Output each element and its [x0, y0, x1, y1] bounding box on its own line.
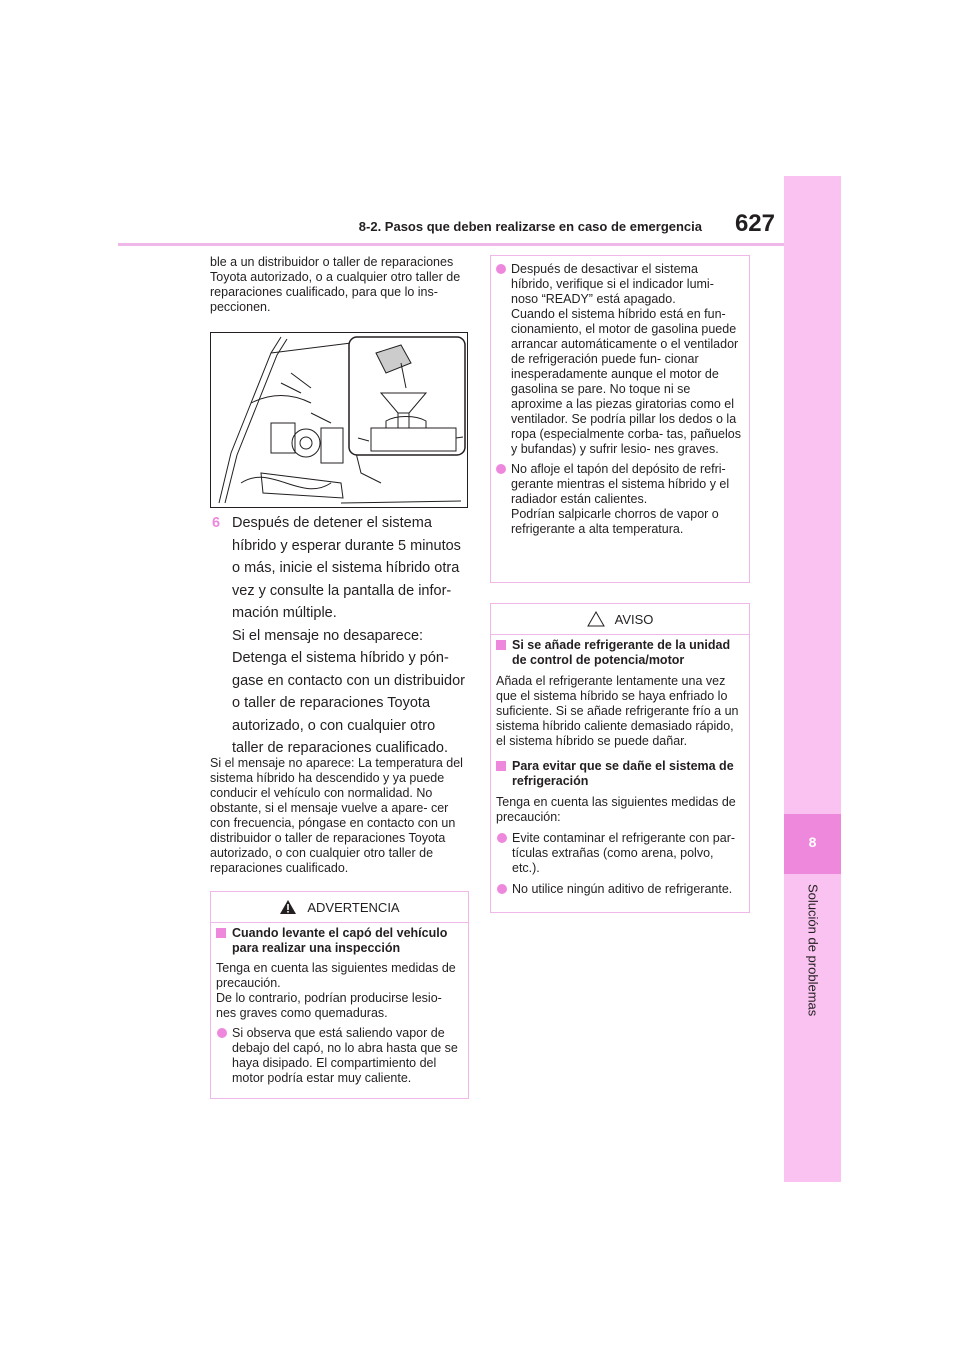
notice-body-1: Añada el refrigerante lentamente una vez que el sistema híbrido se haya enfriado lo suficiente. Si se añade refrigerante frío a un sistema híbrido caliente demasiado rápido, el sistema híbrido se puede dañar.	[496, 674, 739, 748]
chapter-number-box	[784, 814, 841, 874]
chapter-title: Solución de problemas	[805, 884, 821, 1017]
header-rule	[118, 243, 841, 246]
continued-warning-box	[490, 255, 750, 583]
step-6	[212, 512, 470, 760]
warning-label: ADVERTENCIA	[307, 899, 400, 915]
warning-body-2: De lo contrario, podrían producirse lesio- nes graves como quemaduras.	[216, 991, 442, 1020]
notice-bullet-2: No utilice ningún aditivo de refrigerante.	[496, 882, 743, 897]
notice-label: AVISO	[614, 611, 654, 627]
notice-body-2: Tenga en cuenta las siguientes medidas de precaución:	[496, 795, 736, 824]
engine-coolant-svg	[211, 333, 467, 507]
section-title: 8-2. Pasos que deben realizarse en caso de emergencia	[358, 219, 702, 234]
step-text-2: Si el mensaje no desaparece: Detenga el sistema híbrido y pón- gase en contacto con un distribuidor o taller de reparaciones Toyota autorizado, o con cualquier otro taller de reparaciones cualificado.	[232, 627, 465, 756]
intro-paragraph: ble a un distribuidor o taller de reparaciones Toyota autorizado, o a cualquier otro taller de reparaciones cualificado, para que lo ins- peccionen.	[210, 255, 461, 314]
warning-box	[210, 891, 469, 1099]
warning-triangle-icon	[279, 899, 297, 915]
chapter-side-tab	[784, 176, 841, 1182]
note-paragraph: Si el mensaje no aparece: La temperatura del sistema híbrido ha descendido y ya puede conducir el vehículo con normalidad. No obstante, si el mensaje vuelve a apare- cer con frecuencia, póngase en contacto con un distribuidor o taller de reparaciones Toyota autorizado, o con cualquier otro taller de reparaciones cualificado.	[210, 756, 463, 875]
warning-bullet-cap-detail: Podrían salpicarle chorros de vapor o refrigerante a alta temperatura.	[511, 507, 719, 536]
chapter-number: 8	[808, 834, 817, 850]
engine-illustration	[210, 332, 468, 508]
warning-bullet-ready: Después de desactivar el sistema híbrido, verifique si el indicador lumi- noso “READY” está apagado.	[495, 262, 743, 307]
notice-triangle-icon	[587, 611, 605, 627]
notice-header	[491, 604, 749, 635]
warning-body-1: Tenga en cuenta las siguientes medidas de precaución.	[216, 961, 456, 990]
notice-bullet-1: Evite contaminar el refrigerante con par- tículas extrañas (como arena, polvo, etc.).	[496, 831, 743, 876]
warning-bullet: Si observa que está saliendo vapor de debajo del capó, no lo abra hasta que se haya disipado. El compartimiento del motor podría estar muy caliente.	[216, 1026, 462, 1086]
warning-header	[211, 892, 468, 923]
notice-heading-1: Si se añade refrigerante de la unidad de control de potencia/motor	[496, 638, 743, 668]
notice-box	[490, 603, 750, 913]
step-number: 6	[212, 515, 221, 531]
warning-bullet-cap: No afloje el tapón del depósito de refri- gerante mientras el sistema híbrido y el radiador están calientes.	[495, 462, 743, 507]
notice-heading-2: Para evitar que se dañe el sistema de refrigeración	[496, 759, 743, 789]
step-text: Después de detener el sistema híbrido y esperar durante 5 minutos o más, inicie el sistema híbrido otra vez y consulte la pantalla de infor- mación múltiple.	[232, 515, 461, 621]
warning-heading: Cuando levante el capó del vehículo para realizar una inspección	[216, 926, 462, 956]
warning-bullet-ready-detail: Cuando el sistema híbrido está en fun- cionamiento, el motor de gasolina puede arrancar automáticamente o el ventilador de refrigeración puede fun- cionar inesperadamente aunque el motor de gasolina se pare. No toque ni se aproxime a las piezas giratorias como el ventilador. Se podría pillar los dedos o la ropa (especialmente corba- tas, pañuelos y bufandas) y sufrir lesio- nes graves.	[511, 307, 741, 456]
page-number: 627	[734, 210, 775, 237]
